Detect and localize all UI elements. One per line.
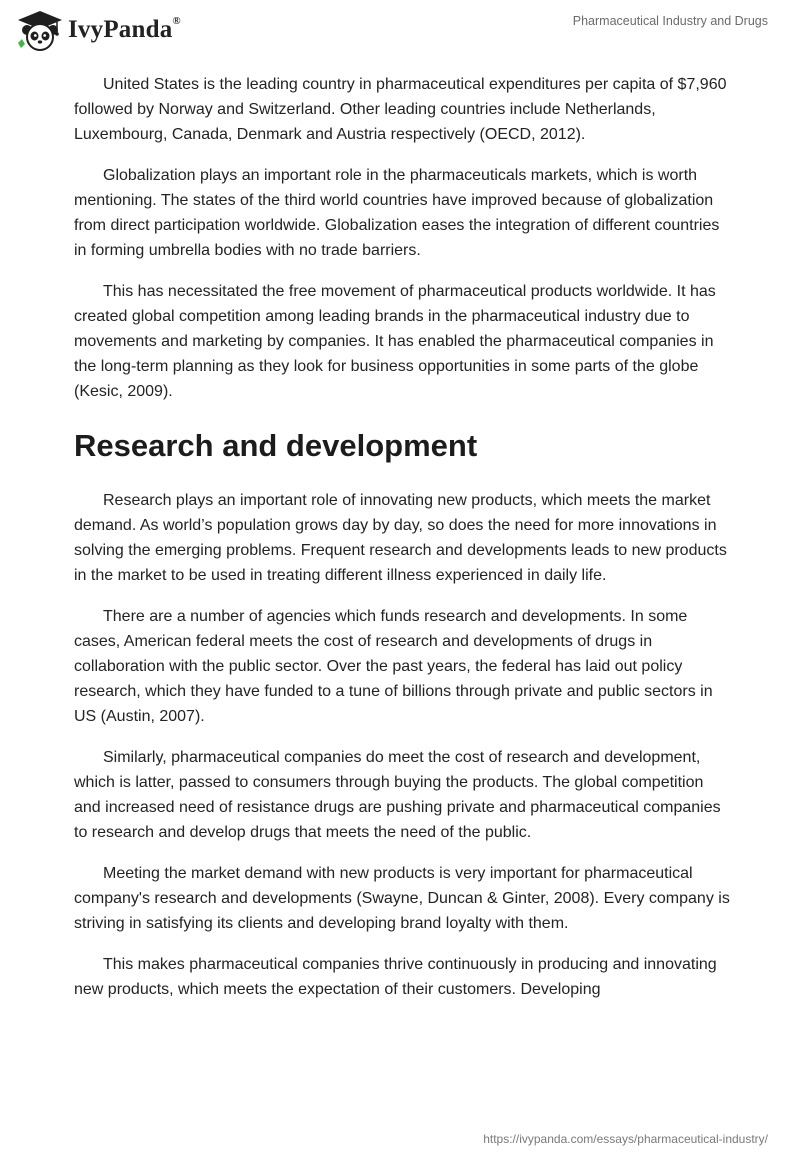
brand-name: IvyPanda® — [68, 14, 181, 43]
paragraph: Meeting the market demand with new products is very important for pharmaceutical company's research and developments (Swayne, Duncan & Ginter, 2008). Every company is striving in satisfying its clients and developing brand loyalty with them. — [74, 865, 730, 932]
paragraph: This has necessitated the free movement of pharmaceutical products worldwide. It has created global competition among leading brands in the pharmaceutical industry due to movements and marketing by companies. It has enabled the pharmaceutical companies in the long-term planning as they look for business opportunities in some parts of the globe (Kesic, 2009). — [74, 283, 716, 400]
document-title: Pharmaceutical Industry and Drugs — [572, 14, 768, 28]
paragraph: Similarly, pharmaceutical companies do meet the cost of research and development, which is latter, passed to consumers through buying the products. The global competition and increased need of resistance drugs are pushing private and pharmaceutical companies to research and develop drugs that meets the need of the public. — [74, 749, 721, 841]
essay-body — [74, 72, 734, 1018]
registered-mark: ® — [172, 14, 181, 27]
ivypanda-logo[interactable] — [16, 9, 181, 51]
panda-graduation-cap-icon — [16, 9, 64, 51]
paragraph: There are a number of agencies which funds research and developments. In some cases, American federal meets the cost of research and developments of drugs in collaboration with the public sector. Over the past years, the federal has laid out policy research, which they have funded to a tune of billions through private and public sectors in US (Austin, 2007). — [74, 608, 713, 725]
paragraph: United States is the leading country in pharmaceutical expenditures per capita of $7,960 followed by Norway and Switzerland. Other leading countries include Netherlands, Luxembourg, Canada, Denmark and Austria respectively (OECD, 2012). — [74, 76, 727, 143]
source-url[interactable]: https://ivypanda.com/essays/pharmaceutical-industry/ — [483, 1132, 768, 1146]
paragraph: Research plays an important role of innovating new products, which meets the market demand. As world’s population grows day by day, so does the need for more innovations in solving the emerging problems. Frequent research and developments leads to new products in the market to be used in treating different illness experienced in daily life. — [74, 492, 727, 584]
paragraph: This makes pharmaceutical companies thrive continuously in producing and innovating new products, which meets the expectation of their customers. Developing — [74, 956, 717, 998]
paragraph: Globalization plays an important role in the pharmaceuticals markets, which is worth mentioning. The states of the third world countries have improved because of globalization from direct participation worldwide. Globalization eases the integration of different countries in forming umbrella bodies with no trade barriers. — [74, 167, 720, 259]
section-heading: Research and development — [74, 428, 478, 463]
